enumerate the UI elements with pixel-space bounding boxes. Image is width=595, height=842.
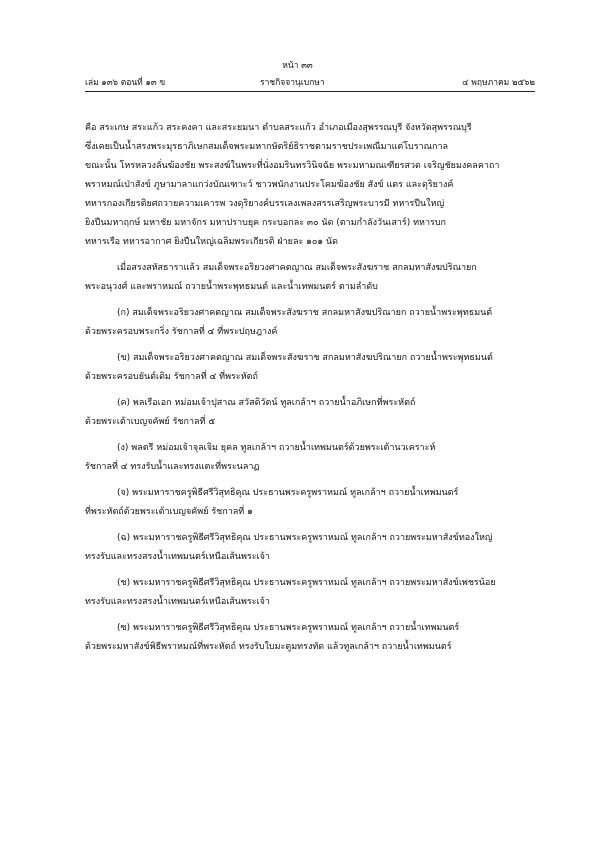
text-line: คือ สระเกษ สระแก้ว สระคงคา และสระยมนา ตำบลสระแก้ว อำเภอเมืองสุพรรณบุรี จังหวัดสุพรรณบุรี — [85, 123, 472, 133]
header-rule — [85, 91, 535, 92]
publication-date: ๔ พฤษภาคม ๒๕๖๒ — [462, 78, 535, 88]
list-item-so: (ซ) พระมหาราชครูพิธีศรีวิสุทธิคุณ ประธานพระครูพราหมณ์ ทูลเกล้าฯ ถวายน้ำเทพมนตร์ — [117, 623, 460, 633]
text-line: ด้วยพระมหาสังข์พิธีพราหมณ์ที่พระหัตถ์ ทรงรับใบมะตูมทรงทัด แล้วทูลเกล้าฯ ถวายน้ำเทพมนตร์ — [85, 642, 452, 652]
list-item-ko: (ก) สมเด็จพระอริยวงศาคตญาณ สมเด็จพระสังฆราช สกลมหาสังฆปริณายก ถวายน้ำพระพุทธมนต์ — [117, 308, 493, 318]
text-line: ด้วยพระครอบยันต์เดิม รัชกาลที่ ๔ ที่พระหัตถ์ — [85, 372, 258, 382]
text-line: รัชกาลที่ ๔ ทรงรับน้ำและทรงแตะที่พระนลาฏ — [85, 462, 260, 472]
text-line: ด้วยพระครอบพระกริ่ง รัชกาลที่ ๔ ที่พระปฤษฎางค์ — [85, 327, 278, 337]
text-line: ด้วยพระเต้าเบญจคัพย์ รัชกาลที่ ๕ — [85, 417, 216, 427]
gazette-header — [85, 75, 535, 89]
gazette-title: ราชกิจจานุเบกษา — [260, 78, 325, 88]
document-body — [85, 119, 535, 657]
list-item-cho-chang: (ช) พระมหาราชครูพิธีศรีวิสุทธิคุณ ประธานพระครูพราหมณ์ ทูลเกล้าฯ ถวายพระมหาสังข์เพชรน้อย — [117, 578, 496, 588]
list-item-chho: (ฉ) พระมหาราชครูพิธีศรีวิสุทธิคุณ ประธานพระครูพราหมณ์ ทูลเกล้าฯ ถวายพระมหาสังข์ทองใหญ่ — [117, 533, 493, 543]
list-item-kho-khwai: (ค) พลเรือเอก หม่อมเจ้าปุสาณ สวัสดิวัตน์ ทูลเกล้าฯ ถวายน้ำอภิเษกที่พระหัตถ์ — [117, 398, 416, 408]
text-line: พราหมณ์เป่าสังข์ ภูษามาลาแกว่งบัณเฑาะว์ ชาวพนักงานประโคมฆ้องชัย สังข์ แตร และดุริยางค์ — [85, 180, 454, 190]
list-item-kho: (ข) สมเด็จพระอริยวงศาคตญาณ สมเด็จพระสังฆราช สกลมหาสังฆปริณายก ถวายน้ำพระพุทธมนต์ — [117, 353, 493, 363]
text-line: ที่พระหัตถ์ด้วยพระเต้าเบญจคัพย์ รัชกาลที่ ๑ — [85, 507, 253, 517]
text-line: พระอนุวงศ์ และพราหมณ์ ถวายน้ำพระพุทธมนต์ และน้ำเทพมนตร์ ตามลำดับ — [85, 282, 378, 292]
text-line: ทรงรับและทรงสรงน้ำเทพมนตร์เหนือเส้นพระเจ้า — [85, 552, 270, 562]
text-line: ซึ่งเคยเป็นน้ำสรงพระมุรธาภิเษกสมเด็จพระมหากษัตริย์ธิราชตามราชประเพณีมาแต่โบราณกาล — [85, 142, 449, 152]
paragraph-start: เมื่อสรงสหัสธาราแล้ว สมเด็จพระอริยวงศาคตญาณ สมเด็จพระสังฆราช สกลมหาสังฆปริณายก — [117, 263, 477, 273]
text-line: ทรงรับและทรงสรงน้ำเทพมนตร์เหนือเส้นพระเจ้า — [85, 597, 270, 607]
list-item-cho: (จ) พระมหาราชครูพิธีศรีวิสุทธิคุณ ประธานพระครูพราหมณ์ ทูลเกล้าฯ ถวายน้ำเทพมนตร์ — [117, 488, 459, 498]
text-line: ทหารกองเกียรติยศถวายความเคารพ วงดุริยางค์บรรเลงเพลงสรรเสริญพระบารมี ทหารปืนใหญ่ — [85, 199, 445, 209]
text-line: ขณะนั้น โหรหลวงลั่นฆ้องชัย พระสงฆ์ในพระที่นั่งอมรินทรวินิจฉัย พระมหามณเฑียรสวด เจริญชัยมงคลคาถา — [85, 161, 500, 171]
text-line: ทหารเรือ ทหารอากาศ ยิงปืนใหญ่เฉลิมพระเกียรติ ฝ่ายละ ๑๐๑ นัด — [85, 237, 338, 247]
volume-issue: เล่ม ๑๓๖ ตอนที่ ๑๓ ข — [85, 78, 166, 88]
text-line: ยิงปืนมหาฤกษ์ มหาชัย มหาจักร มหาปราบยุค กระบอกละ ๓๐ นัด (ตามกำลังวันเสาร์) ทหารบก — [85, 218, 446, 228]
page-number: หน้า ๓๓ — [282, 61, 313, 71]
list-item-ngo: (ง) พลตรี หม่อมเจ้าจุลเจิม ยุคล ทูลเกล้าฯ ถวายน้ำเทพมนตร์ด้วยพระเต้านวเคราะห์ — [117, 443, 436, 453]
